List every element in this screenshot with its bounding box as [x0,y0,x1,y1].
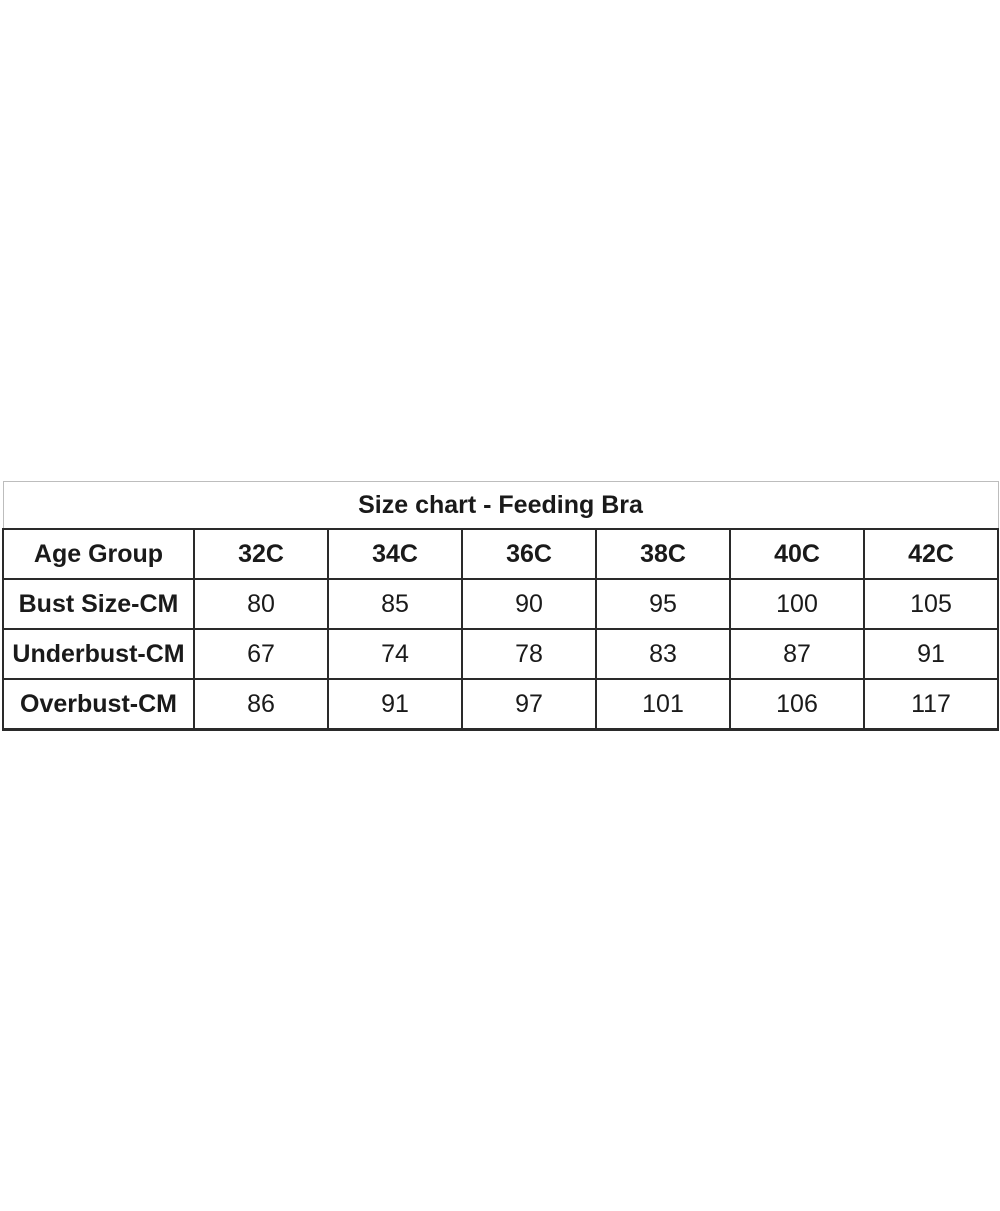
column-header-size: 40C [730,529,864,579]
table-row [3,579,998,629]
table-cell: 105 [864,579,998,629]
row-header-age-group: Age Group [3,529,194,579]
table-cell: 91 [864,629,998,679]
table-cell: 67 [194,629,328,679]
column-header-size: 38C [596,529,730,579]
column-header-size: 34C [328,529,462,579]
size-chart-table [2,481,999,731]
table-cell: 87 [730,629,864,679]
column-header-size: 36C [462,529,596,579]
table-cell: 100 [730,579,864,629]
table-cell: 106 [730,679,864,730]
title-row [3,482,998,530]
table-cell: 78 [462,629,596,679]
table-cell: 91 [328,679,462,730]
table-cell: 85 [328,579,462,629]
table-title: Size chart - Feeding Bra [3,482,998,530]
row-label: Underbust-CM [3,629,194,679]
table-row [3,679,998,730]
column-header-size: 42C [864,529,998,579]
table-cell: 101 [596,679,730,730]
table-cell: 95 [596,579,730,629]
table-cell: 86 [194,679,328,730]
table-cell: 90 [462,579,596,629]
row-label: Bust Size-CM [3,579,194,629]
header-row [3,529,998,579]
table-cell: 97 [462,679,596,730]
table-cell: 117 [864,679,998,730]
table-cell: 83 [596,629,730,679]
table-row [3,629,998,679]
row-label: Overbust-CM [3,679,194,730]
table-cell: 80 [194,579,328,629]
column-header-size: 32C [194,529,328,579]
table-cell: 74 [328,629,462,679]
